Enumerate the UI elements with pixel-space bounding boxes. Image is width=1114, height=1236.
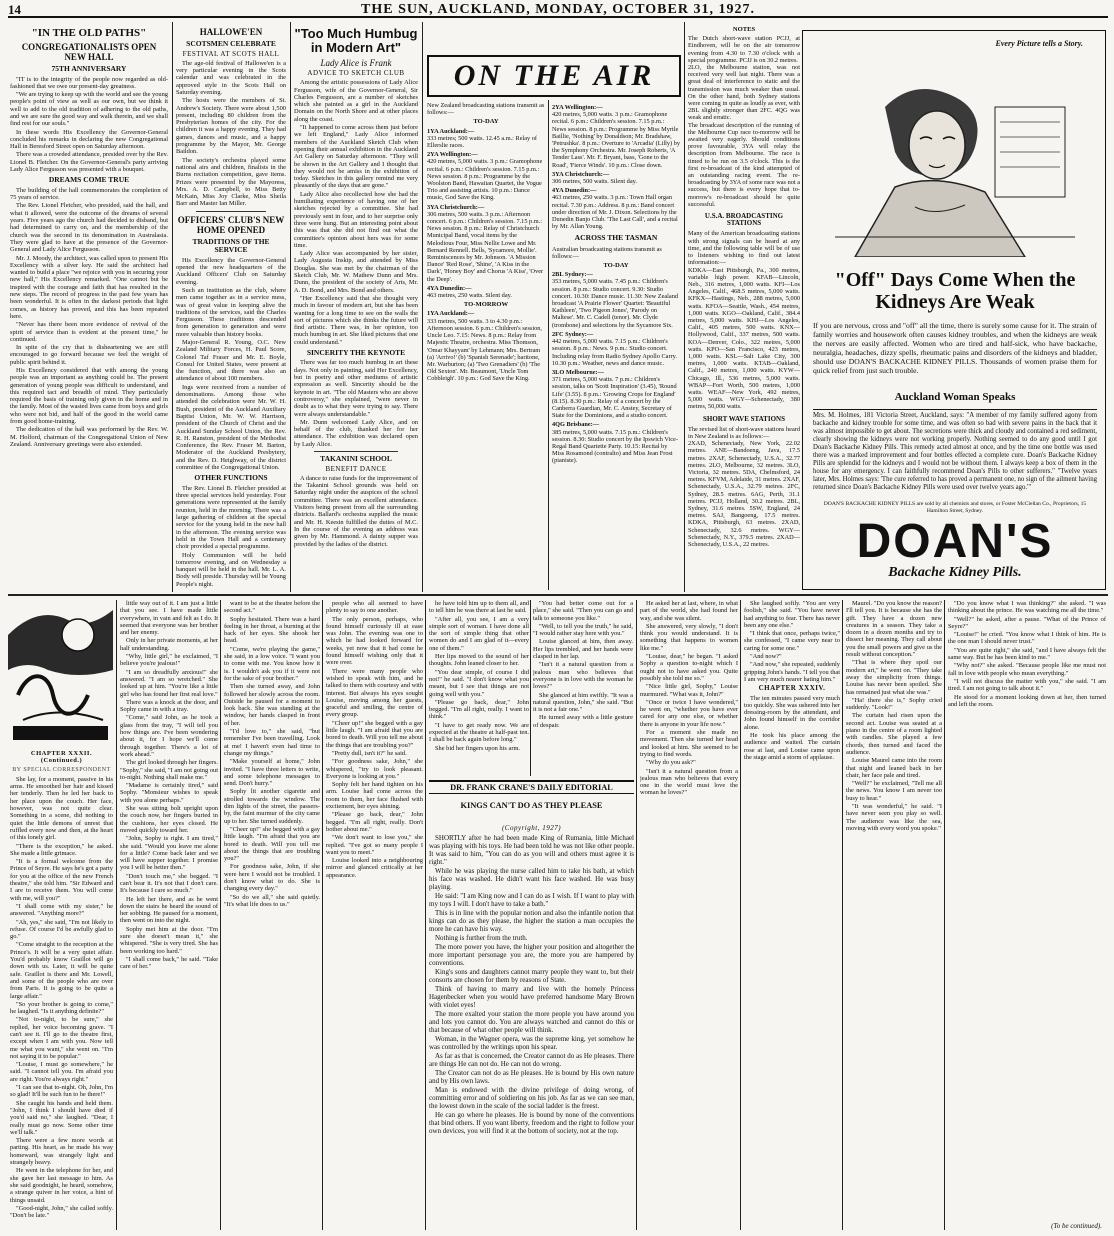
paragraph: In these words His Excellency the Governor-General concluded his remarks in declaring the new Congregational Hall in Beresford Street open on Saturday afternoon. <box>10 128 168 151</box>
station-schedule: 306 metres, 500 watts. Silent day. <box>552 178 637 186</box>
paragraph: This is in line with the popular notion and also the infantile notion that kings can do as they please, the higher the station a man occupies the more he can have his way. <box>429 909 634 933</box>
ad-subheading: Auckland Woman Speaks <box>894 391 1016 403</box>
masthead: THE SUN, AUCKLAND, MONDAY, OCTOBER 31, 1927. <box>361 2 755 17</box>
paragraph: He left her there, and as he went down the stairs he heard the sound of her sobbing. He paused for a moment, then went on into the night. <box>120 895 218 925</box>
paragraph: Sophy lit another cigarette and strolled towards the window. The dim lights of the street, the passers-by, the faint murmur of the city came up to her. She turned suddenly. <box>224 788 320 825</box>
paragraph: Sophy felt her hand tighten on his arm. Louise had come across the room to them, her face flushed with excitement, her eyes shining. <box>326 781 423 811</box>
paragraph: "We are trying to keep up with the world and see the young people's point of view as well as our own, but we think it well to add to the old tradition of adhering to the old paths, and we are sure the good way and walk therein, and we shall find rest for our souls." <box>10 91 168 128</box>
editorial-banner <box>429 780 634 820</box>
paragraph: "Good-night, John," she called softly. "Don't be late." <box>10 1204 113 1220</box>
paragraph: He took his place among the audience and waited. The curtain rose at last, and Louise came upon the stage amid a storm of applause. <box>744 732 840 761</box>
station-name: 3YA Christchurch:— <box>552 170 610 178</box>
station-schedule: 306 metres, 500 watts. 3 p.m.: Afternoon concert. 6 p.m.: Children's session. 7.15 p.m.: News session. 8 p.m.: Relay of Christchurch Municipal Band, vocal items by the Melodious Four, Miss Nellie Lowe and Mr. Bernard Rennell. Bells, 'Sycamore, Mollie'. Reminiscences by Mr. Johnson. 'A Mission Dance' 'Red Rose', 'Shine', 'A Kiss in the Dark', 'Honey Boy' and Chorus 'A Kiss', 'Over the Deep'. <box>427 210 544 283</box>
station-name: 2YA Wellington:— <box>552 104 603 111</box>
radio-notes-and-stations <box>688 24 800 592</box>
paragraph: Only in her private moments, at her half understanding. <box>120 637 218 652</box>
serial-column-5 <box>429 600 529 776</box>
paragraph: For goodness sake, John, if she were here I would not be troubled. I don't know what to do. She is changing every day." <box>224 863 320 893</box>
ad-headline: "Off" Days Come When the Kidneys Are Weak <box>834 269 1076 313</box>
paragraph: "For goodness sake, John," she whispered, "try to look pleasant. Everyone is looking at you." <box>326 758 423 780</box>
section-heading: ACROSS THE TASMAN <box>574 233 658 243</box>
paragraph: The Rev. Lionel Fletcher, who presided, said the hall, and what it allowed, were the outcome of the dreams of several years. Five years ago the church had decided to disband, but had determined to carry on, and the membership of the church was the second in its denomination in Australasia. They were glad to have at the presence of the Governor-General and Lady Alice Fergusson. <box>10 202 168 254</box>
paragraph: "Please go back, dear," John begged. "I'm all right, really. I want to think." <box>429 698 529 721</box>
paragraph: "Pretty dull, isn't it?" he said. <box>332 749 407 757</box>
paragraph: 2LO, the Melbourne station, was not received very well last night. There was a great deal of interference to static and the transmission was much weaker than usual. On the other hand, both Sydney stations were coming in quite as loudly as ever, with 2BL slightly stronger than 2FC. 4QG was weak and erratic. <box>688 64 800 122</box>
paragraph: Maurel. "Do you know the reason? I'll tell you. It is because she has the gift. They have a dozen new creatures in a season. They take a dozen in a dozen months and try to dissect her meaning. They call about you the small powers and give us the result without conception." <box>846 600 942 659</box>
section-heading: OTHER FUNCTIONS <box>194 473 268 483</box>
paragraph: "So do we all," she said quietly. "It's what life does to us." <box>224 893 320 908</box>
station-list: KDKA—East Pittsburgh, Pa., 300 metres, variable high power. KFAB—Lincoln, Neb., 316 metres, 1,000 watts. KFI—Los Angeles, Calif., 468.5 metres, 5,000 watts. KFKX—Hastings, Neb., 288 metres, 5,000 watts. KFOA—Seattle, Wash., 454 metres, 1,000 watts. KGO—Oakland, Calif., 384.4 metres, 5,000 watts. KHJ—Los Angeles, Calif., 405 metres, 500 watts. KNX—Hollywood, Calif., 337 metres, 500 watts. KOA—Denver, Colo., 322 metres, 5,000 watts. KPO—San Francisco, 423 metres, 1,000 watts. KSL—Salt Lake City, 300 metres, 1,000 watts. KTAB—Oakland, Calif., 240 metres, 1,000 watts. KYW—Chicago, Ill., 536 metres, 5,000 watts. WBAP—Fort Worth, 500 metres, 1,000 watts. WEAF—New York, 492 metres, 5,000 watts. WGY—Schenectady, 380 metres, 50,000 watts. <box>688 266 800 411</box>
paragraph: "You dear simple, of course I did not!" he said. "I don't know what you meant, but I see that things are not going well with you." <box>429 668 529 698</box>
serial-byline: BY SPECIAL CORRESPONDENT <box>12 766 111 773</box>
subheadline: FESTIVAL AT SCOTS HALL <box>182 49 280 58</box>
paragraph: "Ha! there she is," Sophy cried suddenly. "Look!" <box>846 696 942 712</box>
paragraph: Nothing is further from the truth. <box>435 934 528 942</box>
column-rule <box>322 600 323 1230</box>
serial-column-6b <box>744 600 840 1232</box>
article-halloween <box>176 24 286 592</box>
divider <box>314 451 398 452</box>
station-name: 2BL Sydney:— <box>552 271 593 279</box>
paragraph: "I have to get ready now. We are expected at the theatre at half-past ten. I shall be back again before long." <box>429 721 529 744</box>
paragraph: people who all seemed to have plenty to say to one another. <box>326 600 423 615</box>
paragraph: The Dutch short-wave station PCJJ, at Eindhoven, will be on the air tomorrow evening from 4.30 to 7.30 o'clock with a special programme. PCJJ is on 30.2 metres. <box>688 35 800 64</box>
paragraph: Sophy met him at the door. "I'm sure she doesn't mean it," she whispered. "She is very tired. She has been working too hard." <box>120 925 218 955</box>
column-rule <box>422 22 423 592</box>
editorial-title: DR. FRANK CRANE'S DAILY EDITORIAL <box>429 780 634 794</box>
ad-testimonial: Mrs. M. Holmes, 181 Victoria Street, Auckland, says: "A member of my family suffered agony from backache and kidney trouble for some time, and was often so bad with severe pains in the back that it was almost impossible to get about. The secretions were thick and cloudy and contained a red sediment, clearly showing the kidneys were not working properly. Nothing seemed to do any good until I got Doan's Backache Kidney Pills. This remedy acted almost at once, and by the time one bottle was used there was a marked improvement and four bottles effected a complete cure. Doan's Backache Kidney Pills are splendid for the kidneys and I would not be without them. I always keep a box of them in the house for any emergency. I can faithfully recommend Doan's Pills to other sufferers." "Twelve years later, Mrs. Holmes says: 'The cure referred to has proved a permanent one, no sign of the ailment having returned since Doan's Backache Kidney Pills were used over twelve years ago.'" <box>813 409 1097 492</box>
ad-brand-subtitle: Backache Kidney Pills. <box>888 565 1022 580</box>
headline: HALLOWE'EN <box>199 27 263 37</box>
paragraph: The Creator can not do as He pleases. He is bound by His own nature and by His own laws. <box>429 1069 634 1085</box>
paragraph: He went in the telephone for her, and she gave her last message to him. As she said goodnight, he heard, somehow, a strange quiver in her voice, a hint of things unsaid. <box>10 1167 113 1204</box>
station-schedule: 442 metres, 5,000 watts. 7.15 p.m.: Children's session. 8 p.m.: News. 9 p.m.: Studio concert. Including relay from Radio Sydney Apollo Carry. 10.30 p.m.: Weather, news and dance music. <box>552 338 677 367</box>
woman-illustration <box>825 67 1085 257</box>
paragraph: "I can see that to-night. Oh, John, I'm so glad! It'll be such fun to be there!" <box>10 1084 113 1099</box>
station-schedule: 333 metres; 500 watts. 12.45 a.m.: Relay of Ellerslie races. <box>427 134 538 150</box>
paragraph: Think of having to marry and live with the homely Princess Hagenbecker when you would have preferred handsome Mary Brown with violet eyes! <box>429 985 634 1009</box>
serial-column-6 <box>640 600 738 1232</box>
paragraph: "I shall come back," he said. "Take care of her." <box>120 955 218 971</box>
paragraph: He stood for a moment looking down at her, then turned and left the room. <box>948 693 1106 708</box>
horizontal-rule <box>8 594 1108 596</box>
paragraph: "Isn't it a natural question from a jealous man who believes that every one in the world must love the woman he loves?" <box>640 767 738 797</box>
serial-column-3 <box>224 600 320 1232</box>
paragraph: "Her Excellency said that she thought very much in favour of modern art, but she has been wanting for a long time to see on the walls the sort of pictures which she thinks the future will find artistic. There was, in her opinion, too much humbug in art. She liked pictures that one could understand." <box>294 294 418 346</box>
paragraph: For a moment she made no movement. Then she turned her head and looked at him. She seemed to be trying to find words. <box>640 729 738 758</box>
subheadline: 75TH ANNIVERSARY <box>51 64 127 73</box>
paragraph: "It is a formal welcome from the Prince of Seyre. He says he's got a party for you at the office of the new French theatre," she told him. "Sir Edward and I are to receive them. You will come with me, will you?" <box>10 858 113 902</box>
paragraph: Many of the American broadcasting stations with strong signals can be heard at any time, and the following table will be of use to listeners wishing to find out latest information:— <box>688 230 800 267</box>
paragraph: "Nice little girl, Sophy," Louise murmured. "What was it, John?" <box>640 683 738 698</box>
column-rule <box>172 22 173 592</box>
ad-badge: Every Picture tells a Story. <box>995 39 1083 48</box>
paragraph: "Make yourself at home," John invited. "I have three letters to write, and some telephone messages to send. Don't hurry." <box>224 758 320 788</box>
serial-column-4 <box>326 600 423 1232</box>
paragraph: "Well?" he asked, after a pause. "What of the Prince of Seyre?" <box>948 615 1106 630</box>
paragraph: She answered, very slowly, "I don't think you would understand. It is something that happens to women like me." <box>640 622 738 652</box>
station-schedule: 463 metres, 250 watts. Silent day. <box>427 292 512 300</box>
paragraph: Mr. J. Moody, the architect, was called upon to present His Excellency with a silver key. He said the architect had wanted to build a place "we rejoice with you in securing your new hall," His Excellency remarked. "One cannot but be inspired with the courage and faith that has resulted in the new steps. The record of progress in the past few years has been wonderful. It is often in the darkest periods that light comes, as history has proved, and this has been repeated here. <box>10 254 168 320</box>
subheadline: BENEFIT DANCE <box>325 464 387 473</box>
chapter-heading: CHAPTER XXXII. (Continued.) <box>30 750 93 765</box>
article-old-paths <box>10 24 168 592</box>
paragraph: "Come," said John, as he took a glass from the tray, "I will tell you how things are. I've been wondering about it, for I hope we'll come through together. There's a lot of work ahead." <box>120 714 218 758</box>
column-rule <box>548 100 549 590</box>
paragraph: Holy Communion will be held tomorrow evening, and on Wednesday a banquet will be held in the hall. Mr. L. A. Body will preside. Thursday will be Young People's night. <box>176 551 286 588</box>
paragraph: "I think that once, perhaps twice," she confessed, "I came very near to caring for some one." <box>744 630 840 652</box>
paragraph: "Cheer up!" she begged with a gay little laugh. "I am afraid that you are bored to death. Will you tell me about the things that are troubling you?" <box>326 719 423 749</box>
listing-day-heading: TO-DAY <box>473 118 499 126</box>
subheadline: Lady Alice is Frank <box>320 58 392 68</box>
subheadline: ADVICE TO SKETCH CLUB <box>307 69 405 77</box>
station-name: 2FC Sydney:— <box>552 330 594 338</box>
paragraph: Louise Maurel came into the room that night and leaned back in her chair, her face pale and tired. <box>846 757 942 779</box>
paragraph: "Isn't it a natural question from a jealous man who believes that everyone is in love with the woman he loves?" <box>533 661 633 691</box>
paragraph: "After all, you see, I am a very simple sort of woman. I have done all the sort of simple thing that other women do and I am glad of it—every one of them." <box>429 615 529 652</box>
paragraph: As far as that is concerned, the Creator cannot do as He pleases. There are things He can not do. He can not do wrong. <box>429 1052 634 1068</box>
column-rule <box>842 600 843 1230</box>
column-rule <box>944 600 945 1230</box>
editorial-copyright: (Copyright, 1927) <box>501 824 562 832</box>
section-heading: SINCERITY THE KEYNOTE <box>306 347 406 357</box>
serial-column-8 <box>948 600 1106 1220</box>
listing-intro: New Zealand broadcasting stations transmit as follows:— <box>427 102 545 117</box>
paragraph: "You had better come out for a place," she said. "Then you can go and talk to someone you like." <box>533 600 633 622</box>
paragraph: "So your brother is going to come," he laughed. "Is it anything definite?" <box>10 1000 113 1016</box>
paragraph: "I shall come with my sister," he answered. "Anything more?" <box>10 902 113 918</box>
paragraph: The more exalted your station the more people you have around you and lots you cannot do. You are always watched and cannot do this or that because of what other people will think. <box>429 1010 634 1034</box>
paragraph: "Louise!" he cried. "You know what I think of him. He is the one man I should never trust." <box>948 631 1106 646</box>
paragraph: The only person, perhaps, who found himself curiously ill at ease was John. The evening was one to which he had looked forward for weeks, yet now that it had come he found himself wishing only that it were over. <box>326 615 423 667</box>
paragraph: "Madame is certainly tired," said Sophy. "Monsieur wishes to speak with you alone perhaps." <box>120 782 218 804</box>
paragraph: Her lips moved to the sound of her thoughts. John leaned closer to her. <box>429 653 529 668</box>
paragraph: King's sons and daughters cannot marry people they want to, but their consorts are chosen for them by reasons of State. <box>429 968 634 984</box>
paragraph: The broadcast description of the running of the Melbourne Cup race to-morrow will be awaited very eagerly. Should conditions prove favourable, 3YA will relay the description from Melbourne. The race is timed to be run on 3.5 o'clock. This is the first re-broadcast of the kind attempted of an outstanding racing event. The re-broadcasting by 3YA of some race was not a success, but there is every hope that to-morrow's re-broadcast should be quite successful. <box>688 121 800 208</box>
paragraph: The society's orchestra played some national airs and children, finalists in the Burns recitation competition, gave items. Prizes were presented by the Mayoress, Mrs. A. D. Campbell, to Miss Betty McKain, Miss Joy Clarke, Miss Sheila Barr and Master Ian Miller. <box>176 156 286 208</box>
headline: "Too Much Humbug in Modern Art" <box>294 26 418 55</box>
paragraph: The age-old festival of Hallowe'en is a very particular evening in the Scots calendar and was celebrated in the approved style in the Scots Hall on Saturday evening. <box>176 59 286 96</box>
paragraph: "Come straight to the reception at the Prince's. It will be a very quiet affair. You'd probably know Graillot will go down with us. Later, it will be quite safe. Graillot is there and Mr. Lowell, and some of the people who are over from Paris. It is going to be quite a large affair." <box>10 941 113 1000</box>
paragraph: There were a few more words at parting. His heart, as he made his way homeward, was strangely light and strangely heavy. <box>10 1137 113 1167</box>
paragraph: His Excellency the Governor-General opened the new headquarters of the Auckland Officers' Club on Saturday evening. <box>176 256 286 286</box>
paragraph: Among the artistic possessions of Lady Alice Fergusson, wife of the Governor-General, Sir Charles Fergusson, are a number of sketches which she painted as a girl in the Auckland Domain on the North Shore and at other places along the coast. <box>294 79 418 123</box>
station-name: 4YA Dunedin:— <box>552 187 597 195</box>
listing-intro: Australian broadcasting stations transmit as follows:— <box>552 245 662 260</box>
paragraph: Louise looked into a neighbouring mirror and glanced critically at her appearance. <box>326 857 423 879</box>
station-schedule: 385 metres, 5,000 watts. 7.15 p.m.: Children's session. 8.30: Studio concert by the Ipswich Vice-Regal Band Quartette Party. 10.15: Recital by Miss Rosamond (contralto) and Miss Jean Frost (pianiste). <box>552 428 678 465</box>
station-name: 4QG Brisbane:— <box>552 421 600 429</box>
paragraph: Lady Alice also recollected how she had the humiliating experience of having one of her sketches rejected by a committee. She had previously sent in four, and to her surprise only three were hung. But an interesting point about this was that she did not find out what the committee's opinion about hers was for some time. <box>294 190 418 249</box>
paragraph: "Not to-night, to be sure," she replied, her voice becoming grave. "I can't see it. I'll go to the theatre first, except when I am with you. Now tell me what you want," she went on. "I'm not saying it to be popular." <box>10 1016 113 1060</box>
paragraph: Man is endowed with the divine privilege of doing wrong, of committing error and of soldiering on his job. As far as we can see man, the lowest down in the scale of the social ladder is the freest. <box>429 1086 634 1110</box>
section-heading: SHORT WAVE STATIONS <box>703 414 785 423</box>
paragraph: "Do you know what I was thinking?" she asked. "I was thinking about the prince. He was watching me all the time." <box>948 600 1106 615</box>
paragraph: She lay, for a moment, passive in his arms. He smoothed her hair and kissed her tenderly. Then he led her back to her place upon the couch. Her face, however, was not quite clear. Something in a scene, did nothing to quiet the little demons of unrest that ruffled every now and then, at the heart of this lonely girl. <box>10 775 113 842</box>
paragraph: "And now," she repeated, suddenly gripping John's hands. "I tell you that I am very much nearer hating him." <box>744 661 840 683</box>
station-name: 1YA Auckland:— <box>427 127 475 135</box>
ad-body: If you are nervous, cross and "off" all the time, there is surely some cause for it. The strain of family worries and housework often causes kidney troubles, and when the kidneys are weak the nerves are easily affected. Women who are tired and half-sick, who have backache, neuralgia, headaches, dizzy spells, rheumatic pains and disorders of the kidneys and bladder, should use DOAN'S BACKACHE KIDNEY PILLS. Thousands of women praise them for quick relief from just such trouble. <box>813 321 1097 375</box>
paragraph: The ten minutes passed very much too quickly. She was ushered into her dressing-room by the attendant, and John found himself in the corridor alone. <box>744 694 840 731</box>
paragraph: While he was playing the nurse called him to take his bath, at which his face was washed. He didn't want his face washed. He was busy playing. <box>429 867 634 891</box>
paragraph: There were many people who wished to speak with him, and he talked to them with courtesy and with interest. But always his eyes sought Louise, moving among her guests, graceful and smiling, the centre of every group. <box>326 667 423 719</box>
paragraph: She bid her fingers upon his arm. <box>435 744 521 752</box>
paragraph: "There is the exception," he asked. She made a little grimace. <box>10 842 113 857</box>
chapter-heading: CHAPTER XXXIV. <box>758 684 826 693</box>
paragraph: He said: "I am King now and I can do as I wish. If I want to play with my toys I will. I don't have to take a bath." <box>429 892 634 908</box>
column-rule <box>636 600 637 1230</box>
paragraph: "That is where they spoil our modern art," he went on. "They take away the simplicity from things. Louise has never been spoiled. She has remained just what she was." <box>846 659 942 696</box>
ad-footer: DOAN'S BACKACHE KIDNEY PILLS are sold by all chemists and stores, or Foster McClellan Co., Proprietors, 15 Hamilton Street, Sydney. <box>823 501 1087 514</box>
station-schedule: 463 metres, 250 watts. 3 p.m.: Town Hall organ recital. 7.30 p.m.: Address. 8 p.m.: Band concert under direction of Mr. J. Dixon. Selections by the Dunedin Banjo Club. 'The Last Call', and a recital by Mr. Allan Young. <box>552 194 678 231</box>
article-modern-art <box>294 24 418 592</box>
paragraph: The dedication of the hall was performed by the Rev. W. M. Holford, chairman of the Congregational Union of New Zealand. Anniversary greetings were also extended. <box>10 426 168 448</box>
paragraph: The revised list of short-wave stations heard in New Zealand is as follows:— <box>688 425 800 440</box>
column-rule <box>220 600 221 1230</box>
paragraph: There was a crowded attendance, presided over by the Rev. Lionel B. Fletcher. On the Governor-General's party arriving Lady Alice Fergusson was presented with a bouquet. <box>10 151 168 174</box>
subheadline: CONGREGATIONALISTS OPEN NEW HALL <box>21 42 157 62</box>
paragraph: Such an institution as the club, where men came together as in a service mess, was of great value in keeping alive the traditions of the services, said the Charles Fergusson. These traditions descended from generation to generation and were more valuable than history books. <box>176 286 286 338</box>
listing-day-heading: TO-MORROW <box>463 301 509 309</box>
paragraph: Ings were received from a number of denominations. Among those who attended the celebration were Mr. W. H. Bush, president of the Auckland Auxiliary Baptist Union, Mr. W. W. Harrison, president of the Church of Christ and the Auckland Sunday School Union, the Rev. R. H. Ranston, president of the Methodist Conference, the Rev. Fraser M. Barton, Moderator of the Auckland Presbytery, and the Rev. D. Heighway, of the district committee of the Congregational Union. <box>176 383 286 472</box>
paragraph: "Please go back, dear," John begged. "I'm all right, really. Don't bother about me." <box>326 811 423 833</box>
paragraph: The more power you have, the higher your position and altogether the more important personage you are, the more you are hampered by conventions. <box>429 943 634 967</box>
paragraph: he have told him up to them all, and to tell him he was there at last he said. <box>429 600 529 615</box>
paragraph: Woman, in the Wagner opera, was the supreme king, yet somehow he was controlled by the writings upon his spear. <box>429 1035 634 1051</box>
station-schedule: 333 metres, 500 watts. 3 to 4.30 p.m.: Afternoon session. 6 p.m.: Children's session, Uncle Leo. 7.15: News. 8 p.m.: Relay from Majestic Theatre, orchestra. Miss Thomson, 'Omar Khayyam' by Lehmann; Mrs. Bertram (a) 'Arrivo!' (b) 'Spanish Serenade'; baritone, Mr. Warburton; (a) 'Two Grenadiers' (b) 'The Old Sexton'. Mr. Beaumont, 'Uncle Tom Cobbleigh'. 10 p.m.: God Save the King. <box>427 317 542 383</box>
paragraph: The Rev. Lionel B. Fletcher presided at three special services held yesterday. Four generations were represented at the family reunion, held in the morning. There was a large gathering of children at the special service for the young held in the new hall in the afternoon. The evening service was held in the Town Hall and a centenary choir provided a special programme. <box>176 484 286 551</box>
paragraph: His Excellency considered that with among the young people was an important as anything could be. The present generation of young people was difficult to understand, and this required tact and breadth of mind. They particularly required the basis of training only given in the home and in the family. Most of the wasted lives came from boys and girls who were not bid, and half of the good in the world came from good home-training. <box>10 366 168 426</box>
station-name: 1YA Auckland:— <box>427 310 475 318</box>
station-schedule: 420 metres, 5,000 watts. 3 p.m.: Gramophone recital. 6 p.m.: Children's session. 7.15 p.m.: News session. 8 p.m.: Programme by the Woolston Band, Hawaiian Quartet, the Vogue Trio and assisting artists. 10 p.m.: Dance music, God Save the King. <box>427 158 543 202</box>
station-list: 2XAD, Schenectady, New York, 22.02 metres. ANE—Bandoeng, Java, 17.5 metres. 2XAF, Schenectady, U.S.A., 32.77 metres. 2LO, Melbourne, 32 metres. 3LO, Victoria, 32 metres. 5DA, Chelmsford, 24 metres. KFVM, Adelaide, 31 metres. 2XAF, Schenectady, U.S.A., 32.79 metres. 2FC, Sydney, 28.5 metres. 6AG, Perth, 31.1 metres. PCJJ, Holland, 30.2 metres. 2BL, Sydney, 31.6 metres. 5SW, England, 24 metres. SAJ, Bangoeng, 17.5 metres. KDKA, Pittsburgh, 63 metres. 2XAD, Schenectady, 32.6 metres. WGY—Schenectady, N.Y., 379.5 metres. 2XAD—Schenectady, U.S.A., 22 metres. <box>688 440 800 549</box>
advertisement-doans <box>802 30 1106 590</box>
paragraph: Lady Alice was accompanied by her sister, Lady Augusta Inskip, and attended by Miss Douglas. She was met by the chairman of the Sketch Club, Mr. W. Mathew Dunn and Mrs. Dunn, the president of the society of Arts, Mr. A. D. Bond, and Mrs. Bond and others. <box>294 250 418 294</box>
column-rule <box>290 22 291 592</box>
paragraph: She laughed softly. "You are very foolish," she said. "You have never had anything to fear. There has never been any one else." <box>744 600 840 629</box>
to-be-continued: (To be continued). <box>1051 1222 1102 1230</box>
paragraph: "It happened to come across them just before we left England," Lady Alice informed members of the Auckland Sketch Club when opening their annual exhibition in the Auckland Art Gallery on Saturday afternoon. "They will be shown in the Art Gallery and I thought that they would not be amiss in the exhibition of today. Sketches in this gallery remind me very pleasantly of the days that are gone." <box>294 124 418 190</box>
paragraph: There was far too much humbug in art these days. Not only in painting, said Her Excellency, but in poetry and other mediums of artistic expression as well. Sincerity should be the keynote in art. "The old Masters who are above controversy," she explained, "were never in doubt as to what they were trying to say. There were always understandable." <box>294 359 418 418</box>
paragraph: "John, Sophy is right. I am tired," she said. "Would you leave me alone for a little? Come back later and we will have supper together. I promise you I will be better then." <box>120 835 218 872</box>
column-rule <box>425 600 426 1230</box>
section-heading: DREAMS COME TRUE <box>48 175 130 185</box>
on-the-air-banner: ON THE AIR <box>427 55 681 97</box>
paragraph: "It was wonderful," he said. "I have never seen you play so well. The audience was like the sea, moving with every word you spoke." <box>846 803 942 832</box>
paragraph: The curtain had risen upon the second act. Louise was seated at a piano in the centre of a room lighted with candles. She played a few chords, then turned and faced the audience. <box>846 712 942 756</box>
paragraph: Louise glanced at him, then away. Her lips trembled, and her hands were clasped in her lap. <box>533 638 633 661</box>
station-name: 3LO Melbourne:— <box>552 368 604 376</box>
paragraph: "Well?" he exclaimed, "Tell me all the news. You know I am never too busy to hear." <box>846 780 942 802</box>
paragraph: "IT is to the integrity of the people now regarded as old-fashioned that we owe our present-day greatness. <box>10 75 168 90</box>
headline: TAKANINI SCHOOL <box>320 454 392 464</box>
paragraph: "And now?" <box>750 653 782 661</box>
station-name: 2YA Wellington:— <box>427 151 478 159</box>
paragraph: The hosts were the members of St. Andrew's Society. There were about 1,500 present, including 80 children from the Presbyterian homes of the city. For the children it was a happy evening. They had games, dances and music, and a happy programme by the Mayor, Mr. George Baildon. <box>176 97 286 156</box>
paragraph: The building of the hall commemorates the completion of 75 years of service. <box>10 186 168 202</box>
paragraph: "Don't touch me," she begged. "I can't bear it. It's not that I don't care. It's because I care so much." <box>120 872 218 895</box>
serial-column-7 <box>846 600 942 1232</box>
paragraph: "Louise, I must go somewhere," he said. "I cannot tell you. I'm afraid you are right. You're always right." <box>10 1061 113 1083</box>
paragraph: "Why not?" she asked. "Because people like me must not fall in love with people who mean everything." <box>948 662 1106 677</box>
paragraph: "Well, to tell you the truth," he said, "I would rather stay here with you." <box>533 622 633 638</box>
paragraph: "I'd love to," she said, "but remember I've been travelling. Look at me! I haven't even had time to change my things." <box>224 728 320 757</box>
paragraph: He asked her at last, where, in what part of the world, she had found her way, and she was silent. <box>640 600 738 622</box>
station-schedule: 371 metres, 5,000 watts. 7 p.m.: Children's session, talks on 'Scott Inspiration' (3.45), 'Round Life' (3.55). 8 p.m.: 'Growing Crops for England' (8.15). 8.30 p.m.: Relay of a concert by the Canberra Guardian, Mr. C. Anstey, Secretary of State for the Dominions, and a studio concert. <box>552 376 677 420</box>
paragraph: "Once or twice I have wondered," he went on, "whether you have ever cared for any one else, or whether there is anyone in your life now." <box>640 698 738 728</box>
paragraph: She glanced at him swiftly. "It was a natural question, John," she said. "But it is not a fair one." <box>533 691 633 714</box>
paragraph: He turned away with a little gesture of despair. <box>533 714 633 729</box>
page-header <box>8 2 1108 18</box>
column-rule <box>116 600 117 1230</box>
paragraph: "I will not discuss the matter with you," she said. "I am tired. I am not going to talk about it." <box>948 677 1106 693</box>
paragraph: "Louise, dear," he began. "I asked Sophy a question to-night which I ought not to have asked you. Quite possibly she told me so." <box>640 653 738 682</box>
paragraph: Mr. Dunn welcomed Lady Alice, and on behalf of the club, thanked her for her attendance. The exhibition was declared open by Lady Alice. <box>294 418 418 448</box>
column-rule <box>530 600 531 776</box>
editorial-body <box>429 822 634 1232</box>
paragraph: Sophy hesitated. There was a hard feeling in her throat, a burning at the back of her eyes. She shook her head. <box>224 615 320 645</box>
paragraph: She was sitting bolt upright upon the couch now, her fingers buried in the cushions, her eyes closed. He moved quickly toward her. <box>120 805 218 834</box>
paragraph: The girl looked through her fingers. "Sophy," she said, "I am not going out to-night. Nothing shall make me." <box>120 759 218 781</box>
station-schedule: 420 metres, 5,000 watts. 3 p.m.: Gramophone recital. 6 p.m.: Children's session. 7.15 p.m.: News session. 8 p.m.: Programme by Miss Myrtle Baillie, 'Nothing' by Donaldson; Mr. Bradshaw, 'Petrushka'. 8 p.m.: Overture to 'Arcadia' (Lilly) by the Symphony Orchestra. Mr. Joseph Roberts, 'A Tender Lass'. Mr. F. Bryant, bass, 'Gone to the Road', 'Fierce Winds'. 10 p.m.: Close down. <box>552 111 680 169</box>
editorial-subtitle: KINGS CAN'T DO AS THEY PLEASE <box>460 801 603 810</box>
serial-column-1 <box>10 748 113 1232</box>
paragraph: "Cheer up!" she begged with a gay little laugh. "I'm afraid that you are bored to death. Will you tell me about the things that are troubling you?" <box>224 825 320 863</box>
station-name: 3YA Christchurch:— <box>427 203 485 211</box>
paragraph: "Why do you ask?" <box>646 759 696 767</box>
paragraph: "Never has there been more evidence of revival of the spirit of service than is evident at the present time," he continued. <box>10 321 168 343</box>
column-rule <box>684 22 685 592</box>
paragraph: SHORTLY after he had been made King of Rumania, little Michael was playing with his toys. He had been told he was not like other people. It was said to him, "You can do as you will and others must agree it is right." <box>429 834 634 866</box>
paragraph: In spite of the cry that is disheartening we are still encouraged to go forward because we feel the weight of public spirit behind it. <box>10 344 168 366</box>
paragraph: "I am so dreadfully anxious!" she answered. "I am so wretched." She looked up at him. "You're like a little girl who has found her first real love." <box>120 668 218 698</box>
ad-brand: DOAN'S <box>856 515 1054 568</box>
paragraph: She caught his hands and held them. "John, I think I should have died if you'd said no," she laughed. "Dear, I really must go now. Some other time we'll talk." <box>10 1099 113 1136</box>
paragraph: "We don't want to lose you," she replied. "I've got so many people I want you to meet." <box>326 834 423 856</box>
paragraph: "Ah, yes," she said, "I'm not likely to refuse. Of course I'd be awfully glad to go." <box>10 918 113 941</box>
paragraph: A dance to raise funds for the improvement of the Takanini School grounds was held on Saturday night under the auspices of the school committee. There was an excellent attendance. Visitors being present from all the surrounding districts. Ballard's orchestra supplied the music and Mr. H. Keesin fulfilled the duties of M.C. In the course of the evening an address was given by Mr. Hammond. A dainty supper was provided by the ladies of the district. <box>294 474 418 548</box>
subheadline: TRADITIONS OF THE SERVICE <box>192 236 270 255</box>
paragraph: little way out of it. I am just a little that you see. I have made little everywhere, in vain and felt as I do. It seemed that everyone was her brother and her enemy. <box>120 600 218 637</box>
serial-column-5b <box>533 600 633 776</box>
serial-title-illustration <box>8 600 113 745</box>
paragraph: "Come, we're playing the game," she said, in a low voice. "I want you to come with me. You know how it is. I wouldn't ask you if it were not for the sake of your brother." <box>224 645 320 682</box>
station-name: 4YA Dunedin:— <box>427 284 472 292</box>
subheadline: SCOTSMEN CELEBRATE <box>186 39 276 48</box>
paragraph: There was a knock at the door, and Sophy came in with a tray. <box>120 698 218 714</box>
headline: "IN THE OLD PATHS" <box>31 27 147 39</box>
page-number: 14 <box>8 2 21 17</box>
serial-column-2 <box>120 600 218 1232</box>
paragraph: He can go where he pleases. He is bound by none of the conventions that bind others. If you want liberty, freedom and the right to follow your own devices, you will find it at the bottom of society, not at the top. <box>429 1111 634 1135</box>
radio-listings-nz <box>427 102 545 592</box>
paragraph: "Why, little girl," he exclaimed, "I believe you're jealous!" <box>120 653 218 668</box>
paragraph: want to be at the theatre before the second act." <box>224 600 320 615</box>
radio-listings-australia <box>552 102 680 592</box>
listing-day-heading: TO-DAY <box>603 262 629 270</box>
paragraph: "You are quite right," she said, "and I have always felt the same way. But he has been kind to me." <box>948 646 1106 662</box>
paragraph: Major-General R. Young, O.C. New Zealand Military Forces, H. Paul Score, Colonel Taf Fraser and Mr. E. Boyle, Consul for United States, were present at the function, and there was also an attendance of about 100 members. <box>176 339 286 383</box>
section-heading: NOTES <box>732 26 756 33</box>
section-heading: U.S.A. BROADCASTING STATIONS <box>704 212 784 228</box>
station-schedule: 353 metres, 5,000 watts. 7.45 p.m.: Children's session. 8 p.m.: Studio concert. 9.30: Studio concert. 10.30: Dance music. 11.30: New Zealand broadcast 'A Prairie Flower' Quartet: 'Beautiful Kathleen', 'Two Pigeon Jones', 'Parody on Maltese'. Mr. C. Cadell (tenor). Mr. Clyde (trombone) and selections by the Sycamore Six. <box>552 278 679 329</box>
column-rule <box>740 600 741 1230</box>
divider <box>196 211 266 212</box>
paragraph: Then she turned away, and John followed her slowly across the room. Outside he paused for a moment to look back. She was standing at the window, her hands clasped in front of her. <box>224 683 320 727</box>
headline: OFFICERS' CLUB'S NEW HOME OPENED <box>177 214 285 235</box>
